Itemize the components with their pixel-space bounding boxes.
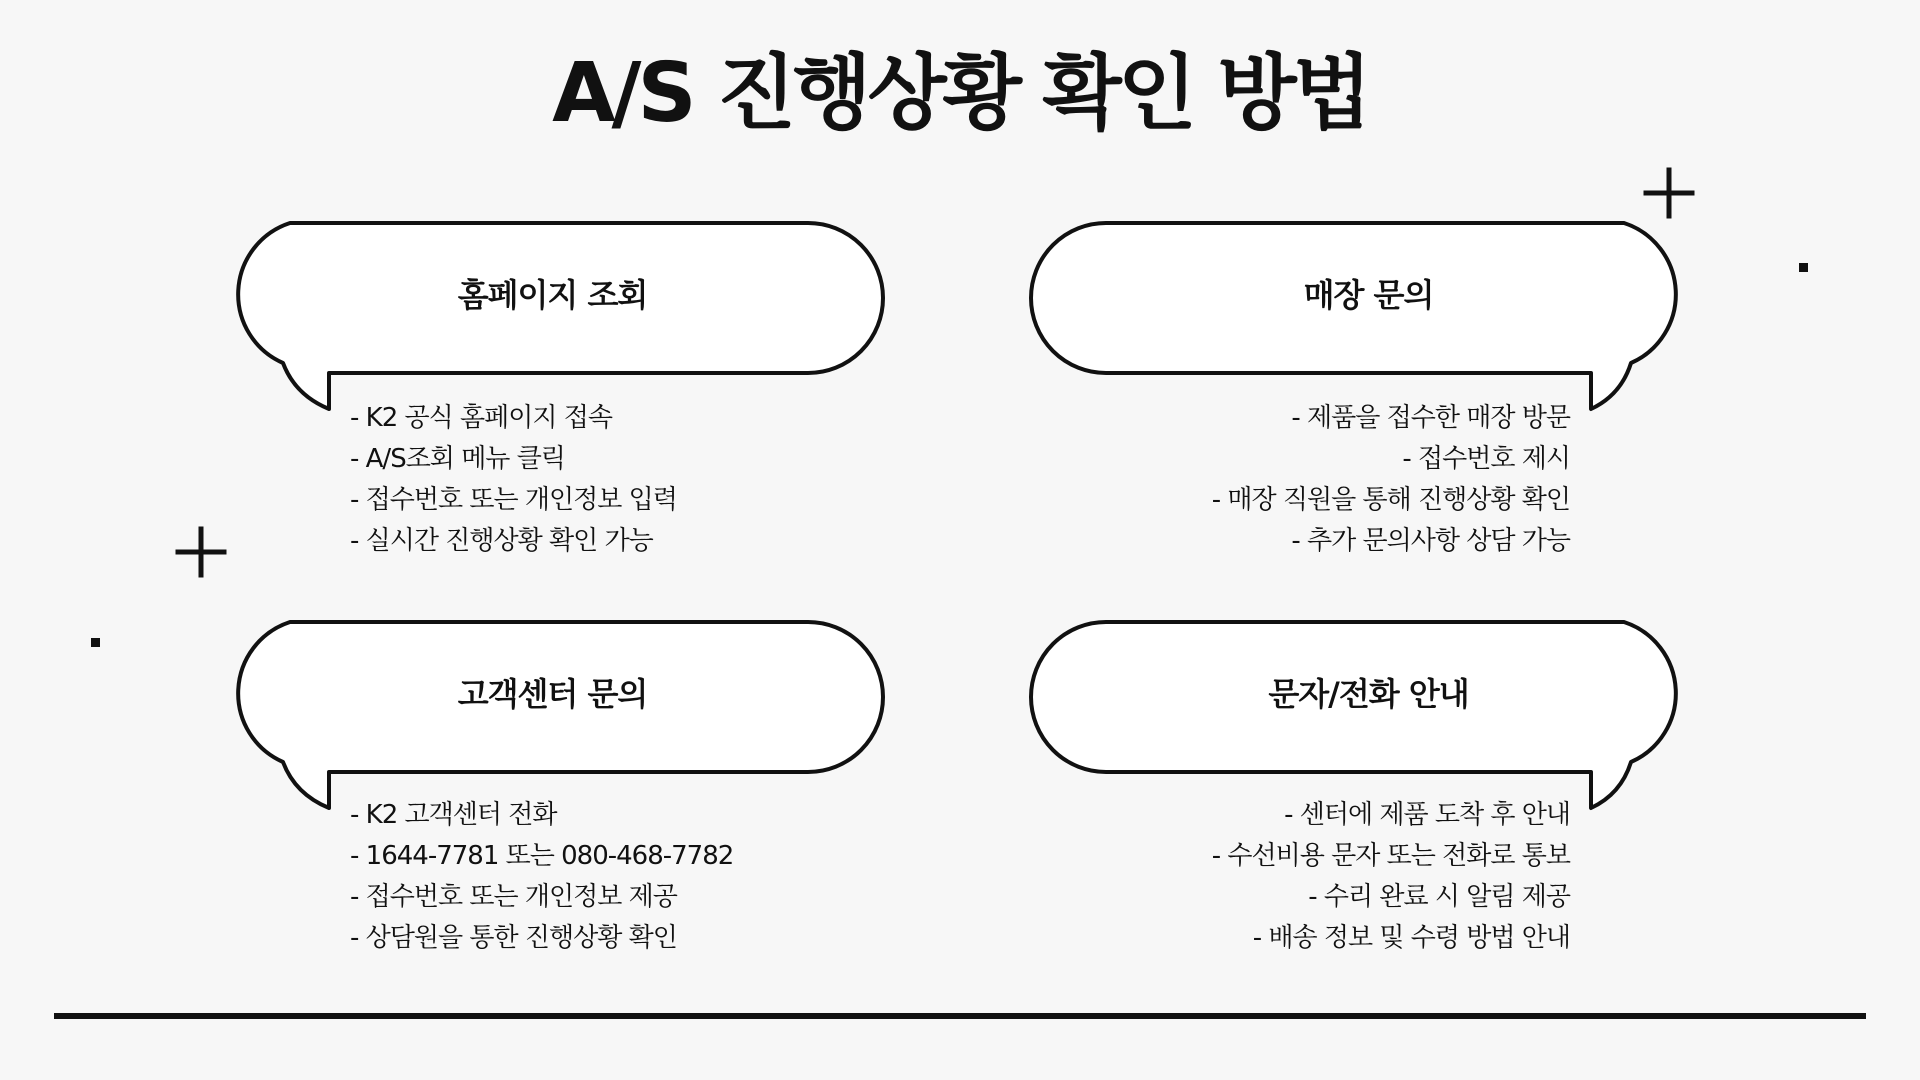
- list-item: - 접수번호 또는 개인정보 입력: [350, 485, 677, 515]
- list-item: - 수선비용 문자 또는 전화로 통보: [1211, 841, 1570, 871]
- list-item: - 접수번호 또는 개인정보 제공: [350, 882, 677, 912]
- list-item: - 접수번호 제시: [1402, 444, 1570, 474]
- speech-bubble-store: [1031, 220, 1706, 415]
- card-items-callcenter: [350, 795, 790, 959]
- list-item: - 배송 정보 및 수령 방법 안내: [1252, 923, 1570, 953]
- list-item: - 추가 문의사항 상담 가능: [1291, 526, 1570, 556]
- list-item: - 제품을 접수한 매장 방문: [1291, 403, 1570, 433]
- plus-icon: [176, 527, 226, 577]
- speech-bubble-sms-call: [1031, 619, 1706, 814]
- dot-icon: [91, 638, 100, 647]
- list-item: - K2 공식 홈페이지 접속: [350, 403, 612, 433]
- list-item: - 실시간 진행상황 확인 가능: [350, 526, 653, 556]
- page-title: A/S 진행상황 확인 방법: [552, 46, 1368, 141]
- speech-bubble-homepage: [215, 220, 890, 415]
- card-label-store: 매장 문의: [1303, 276, 1434, 314]
- card-items-homepage: [350, 398, 770, 562]
- card-items-store: [1120, 398, 1570, 562]
- card-label-callcenter: 고객센터 문의: [457, 675, 648, 713]
- list-item: - K2 고객센터 전화: [350, 800, 557, 830]
- card-items-sms-call: [1120, 795, 1570, 959]
- card-label-sms-call: 문자/전화 안내: [1268, 675, 1469, 713]
- dot-icon: [1799, 263, 1808, 272]
- list-item: - 매장 직원을 통해 진행상황 확인: [1211, 485, 1570, 515]
- card-label-homepage: 홈페이지 조회: [457, 276, 648, 314]
- bottom-divider: [54, 1013, 1866, 1019]
- speech-bubble-callcenter: [215, 619, 890, 814]
- list-item: - 상담원을 통한 진행상황 확인: [350, 923, 677, 953]
- list-item: - A/S조회 메뉴 클릭: [350, 444, 565, 474]
- list-item: - 수리 완료 시 알림 제공: [1308, 882, 1570, 912]
- list-item: - 1644-7781 또는 080-468-7782: [350, 841, 734, 871]
- list-item: - 센터에 제품 도착 후 안내: [1284, 800, 1570, 830]
- plus-icon: [1644, 168, 1694, 218]
